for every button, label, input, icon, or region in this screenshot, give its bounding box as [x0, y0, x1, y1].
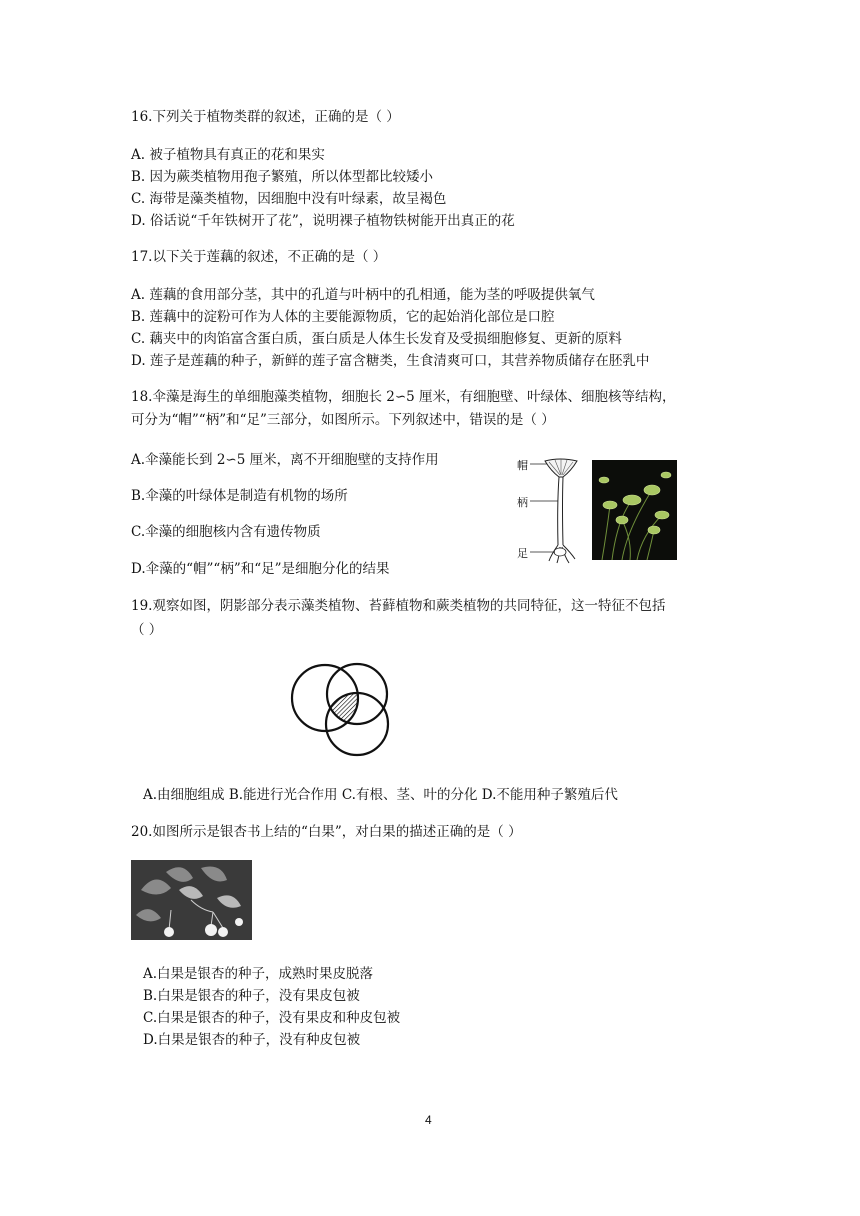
stalk-label: 柄 [517, 496, 528, 509]
q16-option-c: C. 海带是藻类植物，因细胞中没有叶绿素，故呈褐色 [131, 191, 447, 207]
q20-option-d: D.白果是银杏的种子，没有种皮包被 [143, 1032, 361, 1048]
q17-stem: 17.以下关于莲藕的叙述，不正确的是（ ） [131, 249, 387, 265]
q20-option-a: A.白果是银杏的种子，成熟时果皮脱落 [143, 966, 374, 982]
q18-option-b: B.伞藻的叶绿体是制造有机物的场所 [131, 488, 348, 504]
cap-label: 帽 [517, 459, 528, 472]
q17-option-b: B. 莲藕中的淀粉可作为人体的主要能源物质，它的起始消化部位是口腔 [131, 309, 555, 325]
ginkgo-photo [131, 860, 252, 940]
q18-stem-line2: 可分为“帽”“柄”和“足”三部分，如图所示。下列叙述中，错误的是（ ） [131, 412, 555, 428]
q18-option-d: D.伞藻的“帽”“柄”和“足”是细胞分化的结果 [131, 561, 390, 577]
q16-option-a: A. 被子植物具有真正的花和果实 [131, 147, 325, 163]
page-number: 4 [425, 1113, 432, 1127]
acetabularia-diagram [515, 455, 587, 567]
foot-label: 足 [517, 547, 528, 560]
q20-option-c: C.白果是银杏的种子，没有果皮和种皮包被 [143, 1010, 401, 1026]
acetabularia-photo [592, 460, 677, 560]
q18-option-c: C.伞藻的细胞核内含有遗传物质 [131, 524, 321, 540]
q20-option-b: B.白果是银杏的种子，没有果皮包被 [143, 988, 360, 1004]
venn-diagram [285, 660, 400, 760]
q19-options: A.由细胞组成 B.能进行光合作用 C.有根、茎、叶的分化 D.不能用种子繁殖后代 [143, 787, 618, 803]
q16-option-b: B. 因为蕨类植物用孢子繁殖，所以体型都比较矮小 [131, 169, 434, 185]
q18-option-a: A.伞藻能长到 2∽5 厘米，离不开细胞壁的支持作用 [131, 452, 439, 468]
ginkgo-photo-svg [131, 860, 252, 940]
q19-stem-line2: （ ） [131, 622, 163, 638]
q18-stem-line1: 18.伞藻是海生的单细胞藻类植物，细胞长 2∽5 厘米，有细胞壁、叶绿体、细胞核等结构， [131, 389, 676, 405]
q17-option-a: A. 莲藕的食用部分茎，其中的孔道与叶柄中的孔相通，能为茎的呼吸提供氧气 [131, 287, 595, 303]
q16-stem: 16.下列关于植物类群的叙述，正确的是（ ） [131, 109, 400, 125]
q19-stem-line1: 19.观察如图，阴影部分表示藻类植物、苔藓植物和蕨类植物的共同特征，这一特征不包括 [131, 598, 666, 614]
acetabularia-photo-svg [592, 460, 677, 560]
q20-stem: 20.如图所示是银杏书上结的“白果”，对白果的描述正确的是（ ） [131, 824, 522, 840]
venn-diagram-svg [285, 660, 400, 760]
q16-option-d: D. 俗话说“千年铁树开了花”，说明裸子植物铁树能开出真正的花 [131, 213, 515, 229]
stalk-shape [558, 477, 563, 545]
q17-option-d: D. 莲子是莲藕的种子，新鲜的莲子富含糖类，生食清爽可口，其营养物质储存在胚乳中 [131, 353, 650, 369]
q17-option-c: C. 藕夹中的肉馅富含蛋白质，蛋白质是人体生长发育及受损细胞修复、更新的原料 [131, 331, 622, 347]
